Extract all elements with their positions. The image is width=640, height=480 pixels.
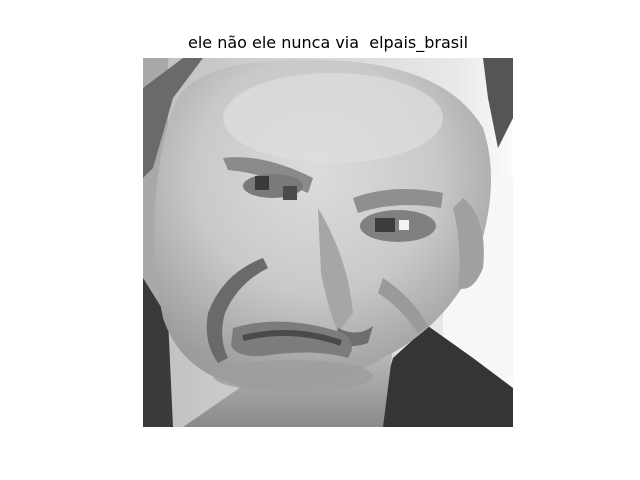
right-eye-pupil [375,218,395,232]
face-image [143,58,513,427]
chin-shadow [213,360,373,392]
right-eye [360,210,436,242]
face-image-render [143,58,513,427]
left-eye-shadow [283,186,297,200]
right-eye-highlight [399,220,409,230]
left-eye-pupil [255,176,269,190]
forehead-highlight [223,73,443,163]
figure-title: ele não ele nunca via elpais_brasil [187,33,469,52]
